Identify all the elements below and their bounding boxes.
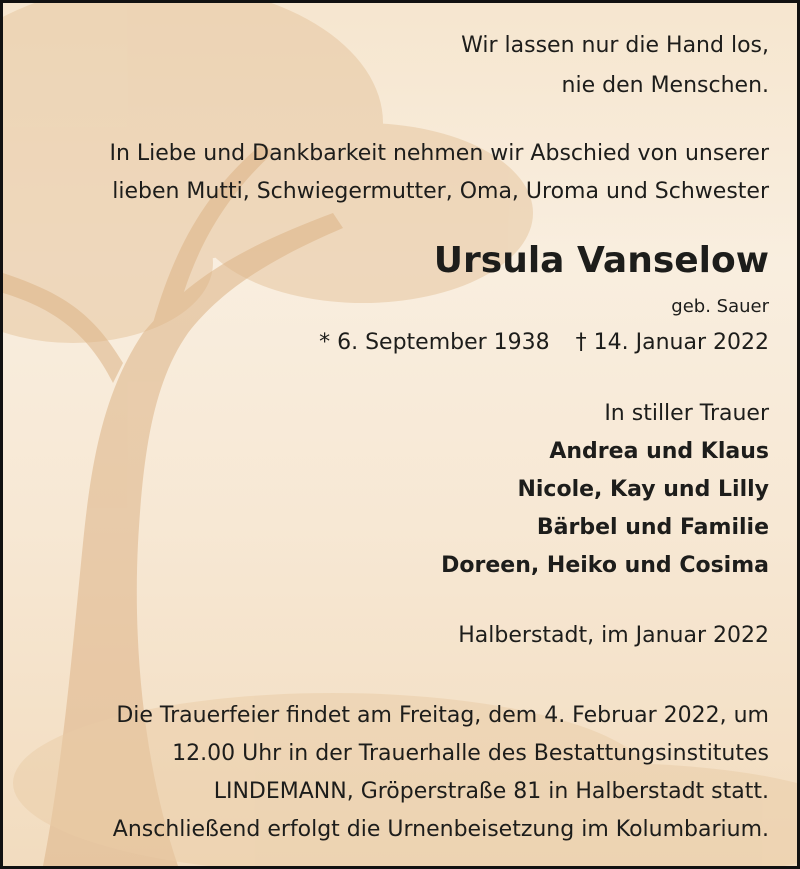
birth-date: * 6. September 1938 [319, 330, 550, 355]
mourner-name: Bärbel und Familie [536, 515, 769, 540]
mourner-name: Andrea und Klaus [549, 439, 769, 464]
maiden-name: geb. Sauer [671, 296, 769, 317]
ceremony-line-4: Anschließend erfolgt die Urnenbeisetzung im Kolumbarium. [112, 817, 769, 842]
ceremony-line-1: Die Trauerfeier findet am Freitag, dem 4. Februar 2022, um [116, 703, 769, 728]
place-date: Halberstadt, im Januar 2022 [458, 623, 769, 648]
ceremony-line-2: 12.00 Uhr in der Trauerhalle des Bestattungsinstitutes [172, 741, 769, 766]
life-dates [23, 328, 769, 358]
death-date: † 14. Januar 2022 [575, 330, 769, 355]
motto-line-1: Wir lassen nur die Hand los, [461, 33, 769, 58]
intro-line-1: In Liebe und Dankbarkeit nehmen wir Abschied von unserer [109, 141, 769, 166]
mourner-name: Nicole, Kay und Lilly [517, 477, 769, 502]
deceased-name: Ursula Vanselow [433, 240, 769, 281]
ceremony-line-3: LINDEMANN, Gröperstraße 81 in Halberstadt statt. [213, 779, 769, 804]
intro-line-2: lieben Mutti, Schwiegermutter, Oma, Uroma und Schwester [112, 179, 769, 204]
mourners-intro: In stiller Trauer [604, 401, 769, 426]
mourner-name: Doreen, Heiko und Cosima [441, 553, 769, 578]
motto-line-2: nie den Menschen. [561, 73, 769, 98]
